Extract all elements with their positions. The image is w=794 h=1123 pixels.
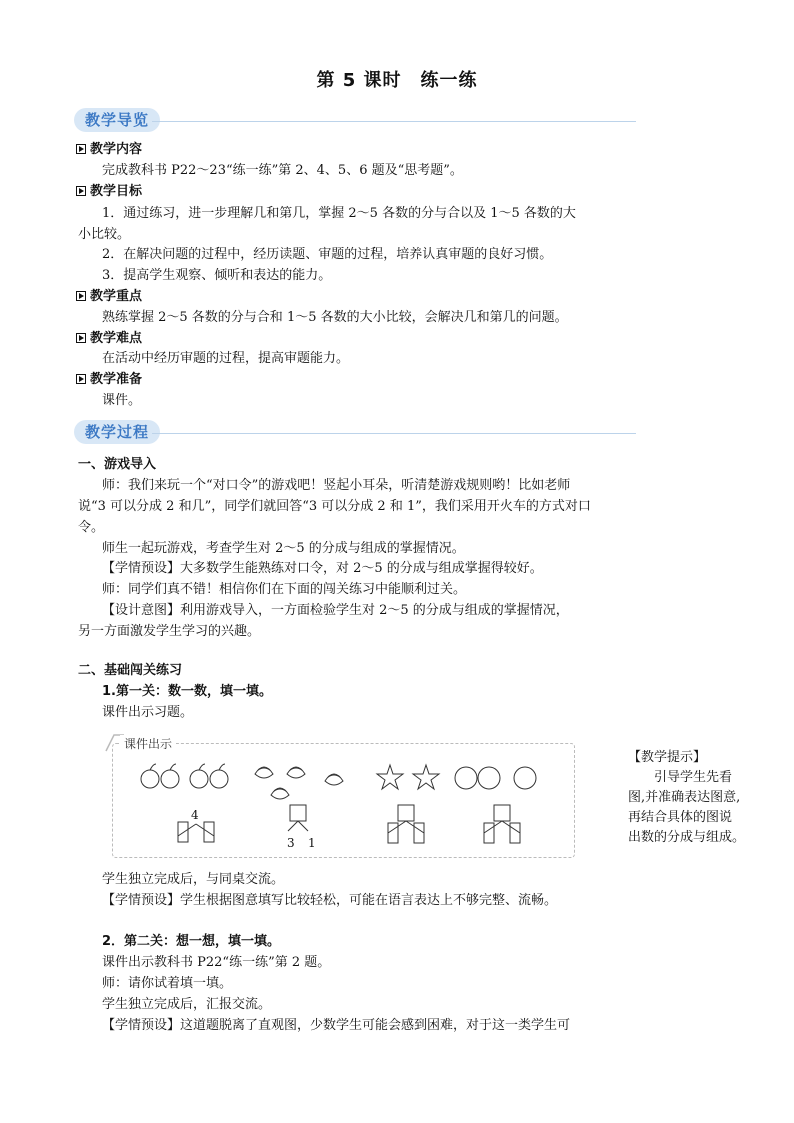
tree2-right-number: 1 (308, 836, 316, 850)
peach-icon (255, 767, 273, 778)
courseware-card-label: 课件出示 (120, 735, 176, 752)
difficulty-heading: 教学难点 (76, 329, 142, 349)
after-1: 学生独立完成后，与同桌交流。 (102, 872, 285, 887)
apples-group (141, 764, 228, 788)
apple-icon (141, 764, 159, 788)
star-icon (377, 765, 403, 789)
tip-line-4: 出数的分成与组成。 (628, 830, 746, 845)
part1-p4: 师：同学们真不错！相信你们在下面的闯关练习中能顺利过关。 (102, 582, 467, 597)
peach-icon (325, 774, 343, 785)
tip-line-1: 引导学生先看 (654, 770, 733, 785)
section-rule (152, 433, 636, 434)
circle-icon (478, 767, 500, 789)
part1-heading: 一、游戏导入 (78, 457, 157, 472)
q2-line-2: 师：请你试着填一填。 (102, 976, 233, 991)
goal-1b: 小比较。 (78, 227, 131, 242)
part1-p3: 【学情预设】大多数学生能熟练对口令，对 2～5 的分成与组成掌握得较好。 (102, 561, 543, 576)
tree1-top-number: 4 (191, 808, 199, 822)
part1-p1a: 师：我们来玩一个“对口令”的游戏吧！竖起小耳朵，听清楚游戏规则哟！比如老师 (102, 478, 571, 493)
circle-icon (514, 767, 536, 789)
q2-heading: 2．第二关：想一想，填一填。 (102, 934, 281, 949)
stars-group (377, 765, 439, 789)
play-marker-icon (76, 186, 86, 196)
prep-text: 课件。 (102, 393, 142, 408)
q2-line-3: 学生独立完成后，汇报交流。 (102, 997, 272, 1012)
after-2: 【学情预设】学生根据图意填写比较轻松，可能在语言表达上不够完整、流畅。 (102, 893, 558, 908)
number-tree-3 (388, 805, 424, 843)
prep-heading: 教学准备 (76, 370, 142, 390)
peaches-group (255, 767, 343, 799)
q1-text: 课件出示习题。 (102, 705, 194, 720)
exercise-figure (112, 743, 574, 857)
circle-icon (455, 767, 477, 789)
q1-heading: 1.第一关：数一数，填一填。 (102, 684, 272, 699)
content-text: 完成教科书 P22～23“练一练”第 2、4、5、6 题及“思考题”。 (102, 163, 463, 178)
play-marker-icon (76, 144, 86, 154)
part1-p5b: 另一方面激发学生学习的兴趣。 (78, 624, 261, 639)
section-guide-badge: 教学导览 (74, 108, 160, 132)
play-marker-icon (76, 333, 86, 343)
goal-1a: 1．通过练习，进一步理解几和第几，掌握 2～5 各数的分与合以及 1～5 各数的大 (102, 206, 576, 221)
part1-p2: 师生一起玩游戏，考查学生对 2～5 的分成与组成的掌握情况。 (102, 541, 465, 556)
number-tree-2 (288, 805, 308, 831)
tip-line-3: 再结合具体的图说 (628, 810, 733, 825)
goal-2: 2．在解决问题的过程中，经历读题、审题的过程，培养认真审题的良好习惯。 (102, 247, 553, 262)
apple-icon (210, 764, 228, 788)
star-icon (413, 765, 439, 789)
apple-icon (161, 764, 179, 788)
peach-icon (271, 788, 289, 799)
part2-heading: 二、基础闯关练习 (78, 663, 183, 678)
tree2-left-number: 3 (287, 836, 295, 850)
tip-heading: 【教学提示】 (628, 750, 707, 765)
part1-p1c: 令。 (78, 520, 105, 535)
goal-3: 3．提高学生观察、倾听和表达的能力。 (102, 268, 332, 283)
peach-icon (287, 767, 305, 778)
tip-line-2: 图,并准确表达图意, (628, 790, 741, 805)
number-trees (178, 805, 520, 843)
section-rule (152, 121, 636, 122)
teaching-tip (628, 748, 758, 848)
section-process-badge: 教学过程 (74, 420, 160, 444)
part1-p5a: 【设计意图】利用游戏导入，一方面检验学生对 2～5 的分成与组成的掌握情况， (102, 603, 569, 618)
content-heading: 教学内容 (76, 140, 142, 160)
page-title: 第 5 课时 练一练 (316, 70, 478, 91)
number-tree-1 (178, 822, 214, 842)
play-marker-icon (76, 291, 86, 301)
number-tree-4 (484, 805, 520, 843)
apple-icon (190, 764, 208, 788)
section-guide (74, 108, 636, 134)
difficulty-text: 在活动中经历审题的过程，提高审题能力。 (102, 351, 350, 366)
key-text: 熟练掌握 2～5 各数的分与合和 1～5 各数的大小比较，会解决几和第几的问题。 (102, 310, 568, 325)
circles-group (455, 767, 536, 789)
part1-p1b: 说“3 可以分成 2 和几”，同学们就回答“3 可以分成 2 和 1”，我们采用开火车的方式对口 (78, 499, 591, 514)
key-heading: 教学重点 (76, 287, 142, 307)
play-marker-icon (76, 374, 86, 384)
q2-line-1: 课件出示教科书 P22“练一练”第 2 题。 (102, 955, 331, 970)
q2-line-4: 【学情预设】这道题脱离了直观图，少数学生可能会感到困难，对于这一类学生可 (102, 1018, 571, 1033)
section-process (74, 420, 636, 446)
goal-heading: 教学目标 (76, 182, 142, 202)
